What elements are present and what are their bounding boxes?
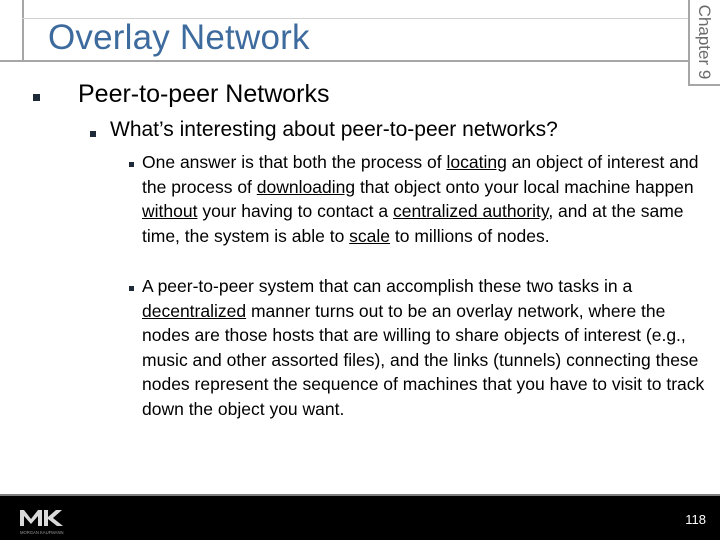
bullet-level1: Peer-to-peer Networks xyxy=(78,80,330,108)
para2-text: manner turns out to be an overlay network, where the nodes are those hosts that are willing to share objects of interest (e.g., music and other assorted files), and the links (tunnels) connecting these nodes represent the sequence of machines that you have to visit to track down the object you want. xyxy=(142,300,705,419)
paragraph-2 xyxy=(142,274,710,422)
bullet-square-icon xyxy=(129,286,134,291)
para1-text: that object onto your local machine happen xyxy=(355,176,694,197)
logo-subtext: MORGAN KAUFMANN xyxy=(20,530,64,535)
page-number: 118 xyxy=(685,512,706,527)
frame-vertical-line xyxy=(22,0,24,62)
para1-text: your having to contact a xyxy=(197,201,393,222)
bullet-square-icon xyxy=(90,131,96,137)
para2-text: A peer-to-peer system that can accomplish these two tasks in a xyxy=(142,276,633,296)
bullet-level2: What’s interesting about peer-to-peer networks? xyxy=(110,118,558,141)
para1-emphasis: centralized authority xyxy=(393,201,549,222)
para2-emphasis: decentralized xyxy=(142,300,247,321)
para1-emphasis: downloading xyxy=(256,176,356,197)
para1-emphasis: scale xyxy=(349,225,391,246)
bullet-square-icon xyxy=(33,94,40,101)
slide-title: Overlay Network xyxy=(48,18,310,57)
para1-text: One answer is that both the process of xyxy=(142,152,447,172)
para1-text: an object of interest and the process of xyxy=(142,152,699,197)
bullet-square-icon xyxy=(129,162,134,167)
footer-bar xyxy=(0,496,720,540)
para1-text: to millions of nodes. xyxy=(390,225,550,246)
para1-emphasis: without xyxy=(142,201,198,222)
chapter-label: Chapter 9 xyxy=(695,4,714,80)
mk-logo-icon xyxy=(18,506,74,536)
frame-horizontal-line xyxy=(0,60,688,62)
para1-text: , and at the same time, the system is able to xyxy=(142,201,684,246)
para1-emphasis: locating xyxy=(446,152,507,172)
paragraph-1 xyxy=(142,150,710,248)
